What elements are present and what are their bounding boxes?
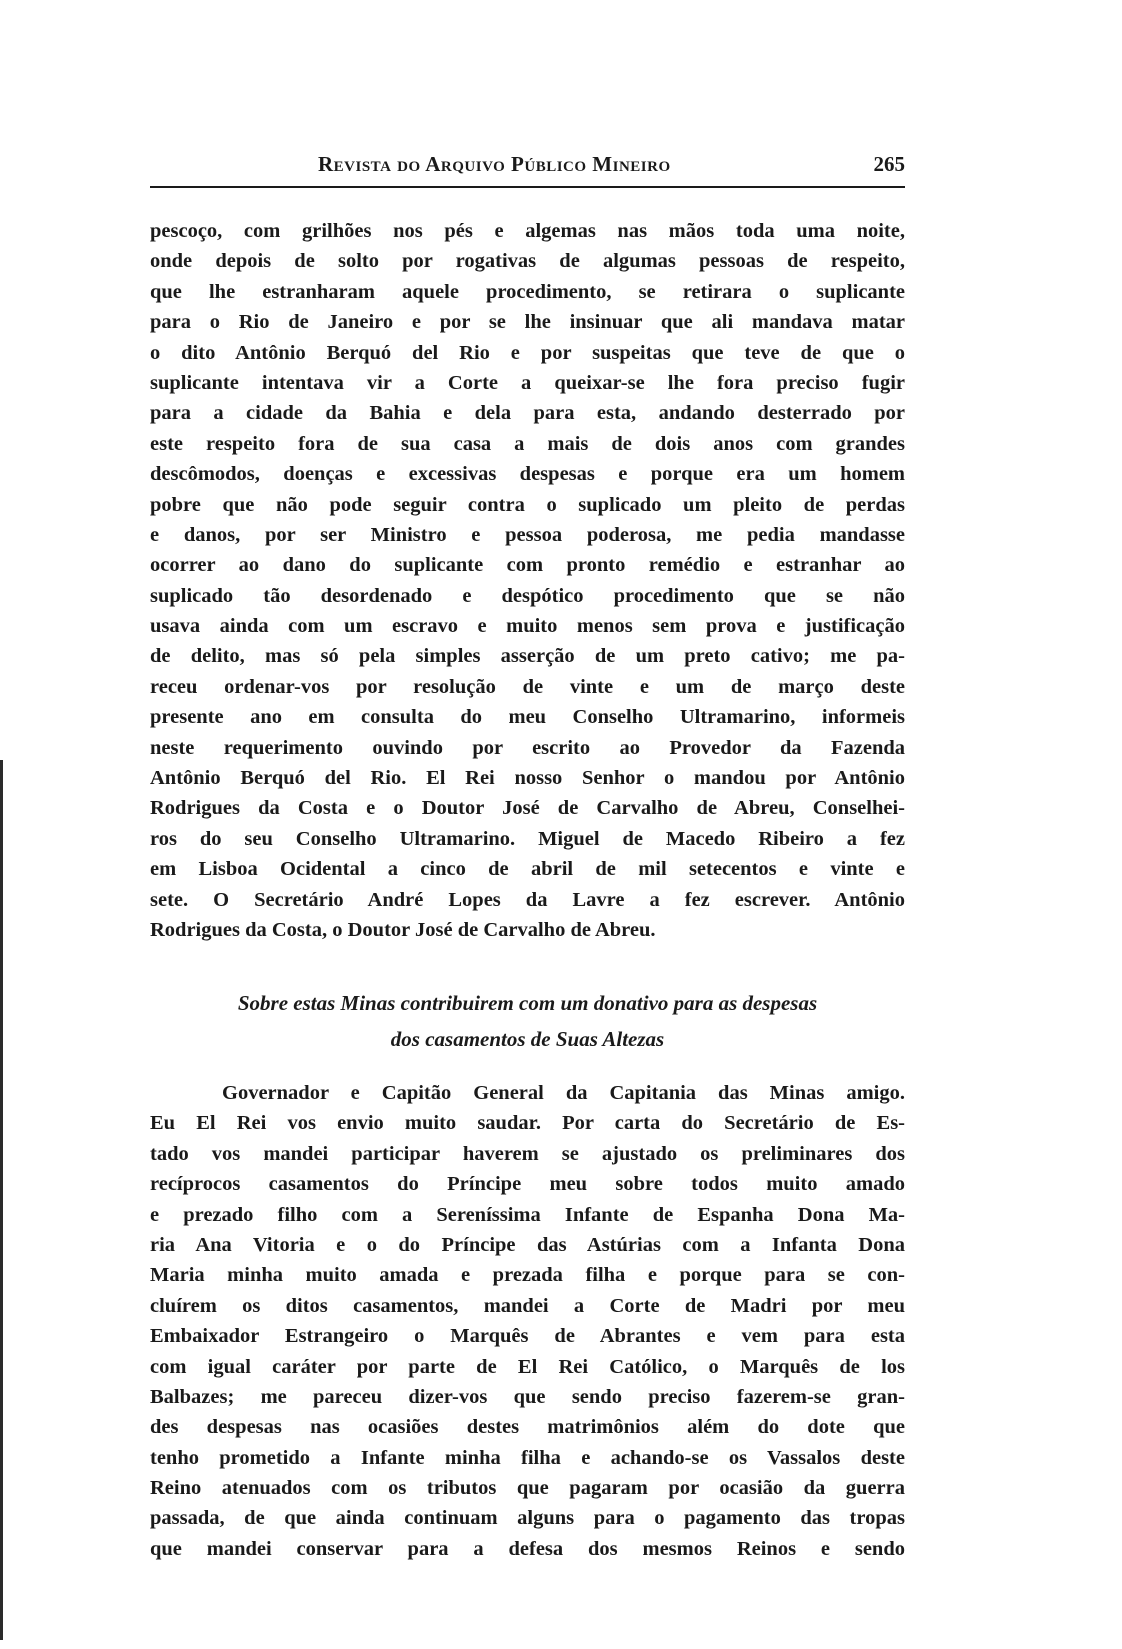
text-line: para a cidade da Bahia e dela para esta, andando desterrado por	[150, 402, 905, 425]
text-line: Embaixador Estrangeiro o Marquês de Abrantes e vem para esta	[150, 1325, 905, 1348]
text-line: receu ordenar-vos por resolução de vinte e um de março deste	[150, 675, 905, 698]
text-line: ros do seu Conselho Ultramarino. Miguel de Macedo Ribeiro a fez	[150, 827, 905, 850]
text-line: Rodrigues da Costa e o Doutor José de Carvalho de Abreu, Conselhei-	[150, 797, 905, 820]
text-line: des despesas nas ocasiões destes matrimônios além do dote que	[150, 1416, 905, 1439]
text-line: passada, de que ainda continuam alguns para o pagamento das tropas	[150, 1507, 905, 1530]
page-number: 265	[873, 152, 905, 176]
text-line: pescoço, com grilhões nos pés e algemas nas mãos toda uma noite,	[150, 220, 905, 242]
text-line: o dito Antônio Berquó del Rio e por suspeitas que teve de que o	[150, 341, 905, 364]
text-line: em Lisboa Ocidental a cinco de abril de mil setecentos e vinte e	[150, 858, 905, 881]
text-line: e danos, por ser Ministro e pessoa poderosa, me pedia mandasse	[150, 523, 905, 546]
text-line: com igual caráter por parte de El Rei Católico, o Marquês de los	[150, 1355, 905, 1378]
section-heading	[150, 985, 905, 1057]
text-line: usava ainda com um escravo e muito menos sem prova e justificação	[150, 615, 905, 638]
text-line: Eu El Rei vos envio muito saudar. Por carta do Secretário de Es-	[150, 1112, 905, 1135]
text-line: e prezado filho com a Sereníssima Infante de Espanha Dona Ma-	[150, 1203, 905, 1226]
text-line: descômodos, doenças e excessivas despesas e porque era um homem	[150, 463, 905, 486]
text-line: onde depois de solto por rogativas de algumas pessoas de respeito,	[150, 250, 905, 273]
scan-edge	[0, 760, 3, 1640]
heading-line: Sobre estas Minas contribuirem com um donativo para as despesas	[237, 991, 818, 1015]
text-line: ria Ana Vitoria e o do Príncipe das Astúrias com a Infanta Dona	[150, 1233, 905, 1256]
text-line: Governador e Capitão General da Capitania das Minas amigo.	[222, 1082, 905, 1104]
running-title: Revista do Arquivo Público Mineiro	[318, 152, 671, 176]
heading-line: dos casamentos de Suas Altezas	[390, 1027, 665, 1051]
text-line: tenho prometido a Infante minha filha e achando-se os Vassalos deste	[150, 1446, 905, 1469]
text-line: para o Rio de Janeiro e por se lhe insinuar que ali mandava matar	[150, 311, 905, 334]
text-line: Balbazes; me pareceu dizer-vos que sendo preciso fazerem-se gran-	[150, 1385, 905, 1408]
text-line: neste requerimento ouvindo por escrito ao Provedor da Fazenda	[150, 736, 905, 759]
text-line: recíprocos casamentos do Príncipe meu sobre todos muito amado	[150, 1173, 905, 1196]
body-text-continuation	[150, 216, 905, 945]
text-line: cluírem os ditos casamentos, mandei a Corte de Madri por meu	[150, 1294, 905, 1317]
text-line: tado vos mandei participar haverem se ajustado os preliminares dos	[150, 1142, 905, 1165]
text-line: presente ano em consulta do meu Conselho Ultramarino, informeis	[150, 706, 905, 729]
text-line: Rodrigues da Costa, o Doutor José de Carvalho de Abreu.	[150, 918, 656, 941]
text-line: pobre que não pode seguir contra o suplicado um pleito de perdas	[150, 493, 905, 516]
text-line: sete. O Secretário André Lopes da Lavre a fez escrever. Antônio	[150, 888, 905, 911]
text-line: de delito, mas só pela simples asserção de um preto cativo; me pa-	[150, 645, 905, 668]
text-line: Antônio Berquó del Rio. El Rei nosso Senhor o mandou por Antônio	[150, 767, 905, 790]
text-line: que lhe estranharam aquele procedimento, se retirara o suplicante	[150, 280, 905, 303]
text-line: este respeito fora de sua casa a mais de dois anos com grandes	[150, 432, 905, 455]
text-line: suplicante intentava vir a Corte a queixar-se lhe fora preciso fugir	[150, 371, 905, 394]
letter-body	[150, 1078, 905, 1564]
text-line: ocorrer ao dano do suplicante com pronto remédio e estranhar ao	[150, 554, 905, 577]
text-line: suplicado tão desordenado e despótico procedimento que se não	[150, 584, 905, 607]
text-line: Maria minha muito amada e prezada filha e porque para se con-	[150, 1264, 905, 1287]
text-line: Reino atenuados com os tributos que pagaram por ocasião da guerra	[150, 1477, 905, 1500]
text-line: que mandei conservar para a defesa dos mesmos Reinos e sendo	[150, 1537, 905, 1560]
running-header	[150, 150, 905, 188]
